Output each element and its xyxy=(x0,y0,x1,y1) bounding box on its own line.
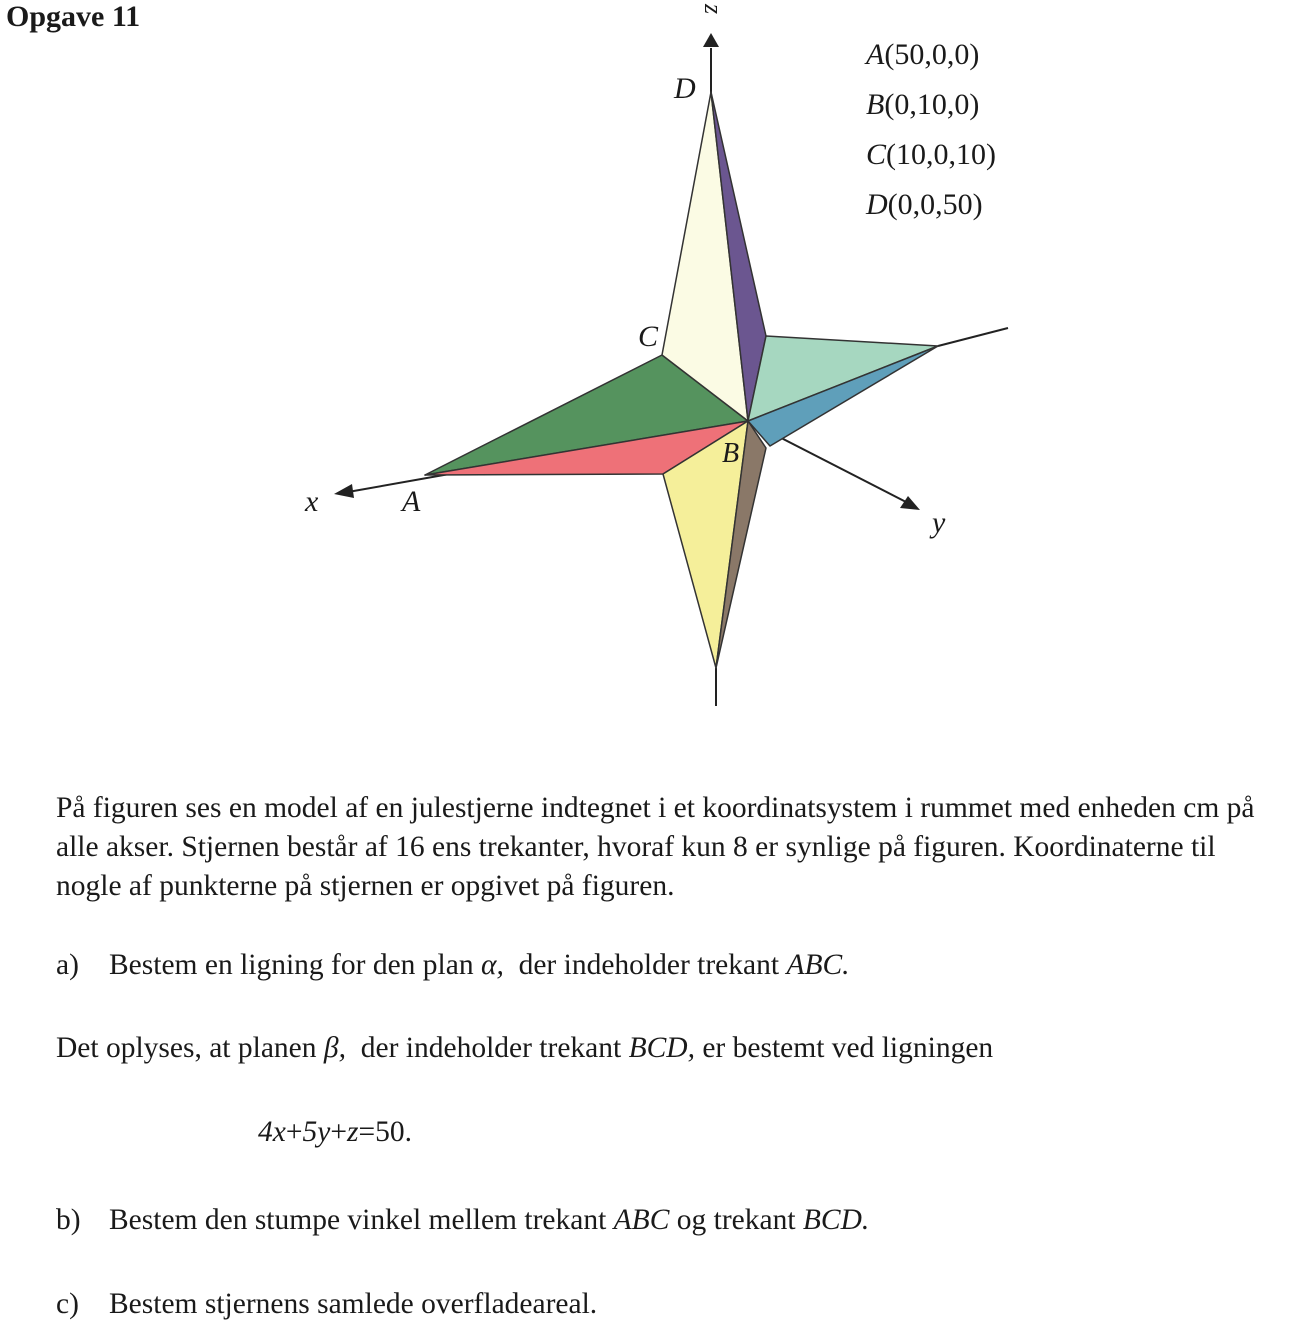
eq-term-z: z xyxy=(346,1116,359,1148)
coord-a: A(50,0,0) xyxy=(866,38,980,71)
eq-period: . xyxy=(404,1116,412,1148)
z-axis-label: z xyxy=(699,4,728,15)
face-right-teal xyxy=(748,336,938,421)
triangle-bcd: BCD, xyxy=(628,1032,695,1064)
question-b-text-before: Bestem den stumpe vinkel mellem trekant xyxy=(109,1204,607,1236)
triangle-abc-b: ABC xyxy=(613,1204,670,1236)
page-title: Opgave 11 xyxy=(6,0,141,33)
y-axis-label: y xyxy=(932,506,946,539)
eq-term-5y: 5y xyxy=(302,1116,331,1148)
intro-paragraph: På figuren ses en model af en julestjerne indtegnet i et koordinatsystem i rummet med enheden cm på alle akser. Stjernen består af 16 ens trekanter, hvoraf kun 8 er synlige på figuren. Koordinaterne til nogle af punkterne på stjernen er opgivet på figuren. xyxy=(56,792,1255,902)
question-a-text-before: Bestem en ligning for den plan xyxy=(109,949,474,981)
point-label-a: A xyxy=(402,485,421,518)
eq-plus-1: + xyxy=(285,1116,303,1148)
question-a-text-after: der indeholder trekant xyxy=(518,949,780,981)
question-c-text: Bestem stjernens samlede overfladeareal. xyxy=(109,1288,598,1320)
plane-equation xyxy=(258,1116,412,1149)
coord-d: D(0,0,50) xyxy=(866,188,983,221)
info-text-before: Det oplyses, at planen xyxy=(56,1032,317,1064)
eq-plus-2: + xyxy=(330,1116,347,1148)
x-axis-label: x xyxy=(305,485,319,518)
coord-b: B(0,10,0) xyxy=(866,88,980,121)
beta-symbol: β, xyxy=(323,1032,346,1064)
point-label-d: D xyxy=(674,72,696,105)
question-b-label: b) xyxy=(56,1204,81,1236)
coord-c: C(10,0,10) xyxy=(866,138,996,171)
info-paragraph xyxy=(56,1029,1256,1068)
eq-rhs: 50 xyxy=(375,1116,405,1148)
y-axis-arrow xyxy=(900,496,920,510)
eq-term-4x: 4x xyxy=(258,1116,286,1148)
y-axis-back xyxy=(938,328,1008,346)
info-text-mid: der indeholder trekant xyxy=(360,1032,622,1064)
point-label-b: B xyxy=(722,438,740,469)
question-a xyxy=(56,946,1256,985)
z-axis-arrow xyxy=(703,33,719,47)
x-axis-arrow xyxy=(334,484,354,498)
eq-equals: = xyxy=(358,1116,376,1148)
point-label-c: C xyxy=(638,320,659,353)
question-c xyxy=(56,1285,1256,1324)
triangle-abc: ABC. xyxy=(786,949,850,981)
question-b xyxy=(56,1201,1256,1240)
info-text-after: er bestemt ved ligningen xyxy=(702,1032,994,1064)
question-c-label: c) xyxy=(56,1288,79,1320)
triangle-bcd-b: BCD. xyxy=(802,1204,870,1236)
alpha-symbol: α, xyxy=(480,949,504,981)
question-b-mid: og trekant xyxy=(676,1204,796,1236)
question-a-label: a) xyxy=(56,949,79,981)
